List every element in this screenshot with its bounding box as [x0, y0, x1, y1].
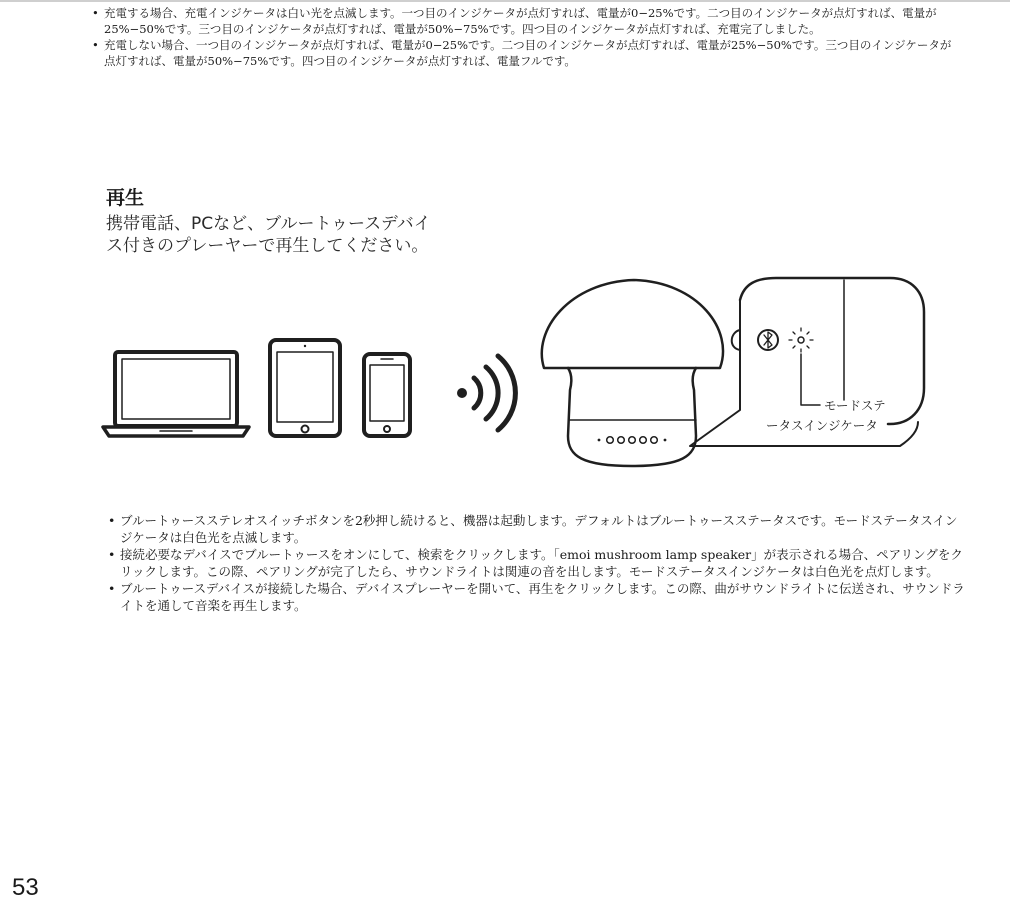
section-title: 再生 [106, 187, 145, 209]
charge-note-not-charging: 充電しない場合、一つ目のインジケータが点灯すれば、電量が0−25%です。二つ目のインジケータが点灯すれば、電量が25%−50%です。三つ目のインジケータが点灯すれば、電量が50%−75%です。四つ目のインジケータが点灯すれば、電量フルです。 [104, 38, 952, 68]
intro-line-2: ス付きのプレーヤーで再生してください。 [106, 236, 429, 256]
mode-indicator-icon [789, 328, 813, 352]
mushroom-speaker-icon [542, 280, 723, 466]
list-item: • ブルートゥースステレオスイッチボタンを2秒押し続けると、機器は起動します。デフォルトはブルートゥースステータスです。モードステータスインジケータは白色光を点滅します。 [108, 513, 958, 545]
pairing-steps-list [108, 512, 968, 614]
page-number: 53 [12, 874, 39, 901]
list-item: • 充電する場合、充電インジケータは白い光を点滅します。一つ目のインジケータが点灯すれば、電量が0−25%です。二つ目のインジケータが点灯すれば、電量が25%−50%です。三つ目のインジケータが点灯すれば、電量が50%−75%です。四つ目のインジケータが点灯すれば、充電完了しました。 [92, 6, 937, 36]
pairing-step-connect: 接続必要なデバイスでブルートゥースをオンにして、検索をクリックします。「emoi mushroom lamp speaker」が表示される場合、ペアリングをクリックします。この際、ペアリングが完了したら、サウンドライトは関連の音を出します。モードステータスインジケータは白色光を点灯します。 [120, 547, 963, 579]
callout-leader-line [801, 354, 820, 405]
pairing-step-play: ブルートゥースデバイスが接続した場合、デバイスプレーヤーを開いて、再生をクリックします。この際、曲がサウンドライトに伝送され、サウンドライトを通して音楽を再生します。 [120, 581, 965, 613]
charge-notes-list [92, 5, 952, 69]
playback-intro [106, 213, 526, 257]
charge-note-charging: 充電する場合、充電インジケータは白い光を点滅します。一つ目のインジケータが点灯すれば、電量が0−25%です。二つ目のインジケータが点灯すれば、電量が25%−50%です。三つ目のインジケータが点灯すれば、電量が50%−75%です。四つ目のインジケータが点灯すれば、充電完了しました。 [104, 6, 937, 36]
smartphone-icon [364, 354, 410, 436]
list-item: • ブルートゥースデバイスが接続した場合、デバイスプレーヤーを開いて、再生をクリックします。この際、曲がサウンドライトに伝送され、サウンドライトを通して音楽を再生します。 [108, 581, 965, 613]
pairing-step-power-on: ブルートゥースステレオスイッチボタンを2秒押し続けると、機器は起動します。デフォルトはブルートゥースステータスです。モードステータスインジケータは白色光を点滅します。 [120, 513, 958, 545]
tablet-icon [270, 340, 340, 436]
bluetooth-button-icon [758, 330, 778, 350]
intro-line-1: 携帯電話、PCなど、ブルートゥースデバイ [106, 214, 431, 234]
callout-label-line1: モードステ [824, 398, 886, 413]
list-item: • 接続必要なデバイスでブルートゥースをオンにして、検索をクリックします。「emoi mushroom lamp speaker」が表示される場合、ペアリングをクリックします。この際、ペアリングが完了したら、サウンドライトは関連の音を出します。モードステータスインジケータは白色光を点灯します。 [108, 547, 963, 579]
playback-illustration [100, 270, 940, 480]
callout-label-line2: ータスインジケータ [766, 418, 878, 433]
list-item: • 充電しない場合、一つ目のインジケータが点灯すれば、電量が0−25%です。二つ目のインジケータが点灯すれば、電量が25%−50%です。三つ目のインジケータが点灯すれば、電量が50%−75%です。四つ目のインジケータが点灯すれば、電量フルです。 [92, 38, 952, 68]
laptop-icon [103, 352, 249, 436]
top-rule [0, 0, 1010, 2]
wireless-signal-icon [457, 356, 515, 430]
